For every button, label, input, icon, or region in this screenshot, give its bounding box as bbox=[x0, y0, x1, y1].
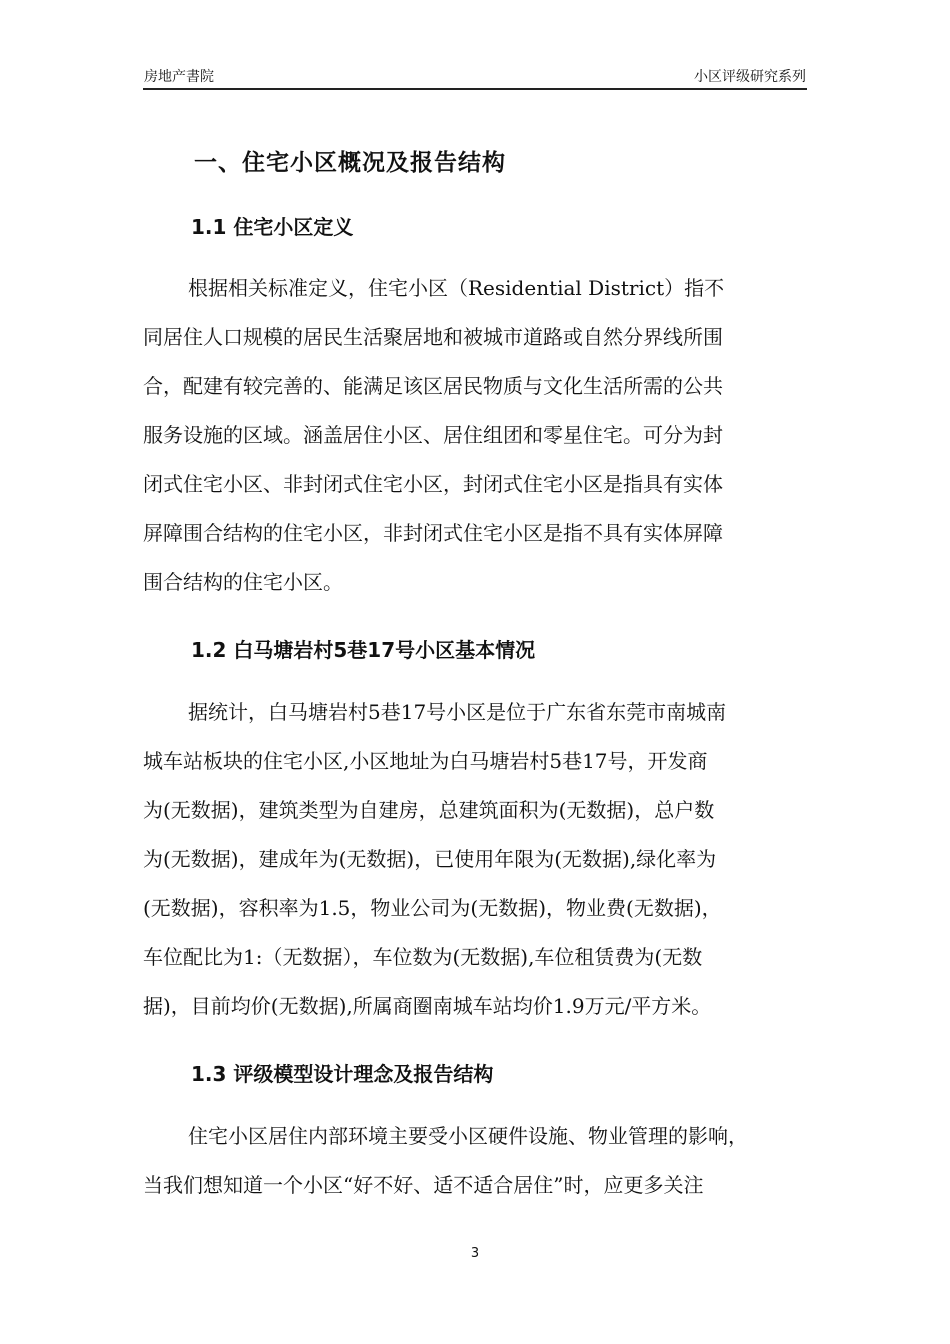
paragraph-line: 屏障围合结构的住宅小区，非封闭式住宅小区是指不具有实体屏障 bbox=[143, 521, 723, 545]
paragraph-line: 车位配比为1:（无数据），车位数为(无数据),车位租赁费为(无数 bbox=[143, 945, 703, 969]
paragraph-line: 为(无数据)，建筑类型为自建房，总建筑面积为(无数据)，总户数 bbox=[143, 798, 715, 822]
paragraph-line: 同居住人口规模的居民生活聚居地和被城市道路或自然分界线所围 bbox=[143, 325, 723, 349]
header-right-title: 小区评级研究系列 bbox=[694, 69, 806, 85]
paragraph-line: (无数据)，容积率为1.5，物业公司为(无数据)，物业费(无数据)， bbox=[143, 896, 722, 920]
paragraph-1-2 bbox=[143, 688, 807, 1031]
paragraph-1-1 bbox=[143, 264, 807, 607]
paragraph-line: 闭式住宅小区、非封闭式住宅小区，封闭式住宅小区是指具有实体 bbox=[143, 472, 723, 496]
section-heading-1-2: 1.2 白马塘岩村5巷17号小区基本情况 bbox=[191, 638, 536, 662]
section-heading-1-3: 1.3 评级模型设计理念及报告结构 bbox=[191, 1062, 494, 1086]
paragraph-1-3 bbox=[143, 1112, 807, 1210]
section-heading-1-1: 1.1 住宅小区定义 bbox=[191, 215, 354, 239]
page-number: 3 bbox=[470, 1246, 480, 1261]
paragraph-line: 为(无数据)，建成年为(无数据)，已使用年限为(无数据),绿化率为 bbox=[143, 847, 717, 871]
paragraph-line: 根据相关标准定义，住宅小区（Residential District）指不 bbox=[188, 276, 725, 300]
paragraph-line: 围合结构的住宅小区。 bbox=[143, 570, 343, 594]
paragraph-line: 当我们想知道一个小区“好不好、适不适合居住”时，应更多关注 bbox=[143, 1173, 704, 1197]
page-header bbox=[143, 62, 807, 90]
paragraph-line: 住宅小区居住内部环境主要受小区硬件设施、物业管理的影响， bbox=[188, 1124, 748, 1148]
paragraph-line: 合，配建有较完善的、能满足该区居民物质与文化生活所需的公共 bbox=[143, 374, 723, 398]
chapter-heading: 一、住宅小区概况及报告结构 bbox=[194, 150, 506, 176]
paragraph-line: 据统计，白马塘岩村5巷17号小区是位于广东省东莞市南城南 bbox=[188, 700, 727, 724]
paragraph-line: 城车站板块的住宅小区,小区地址为白马塘岩村5巷17号，开发商 bbox=[143, 749, 708, 773]
header-left-title: 房地产書院 bbox=[144, 69, 214, 85]
paragraph-line: 服务设施的区域。涵盖居住小区、居住组团和零星住宅。可分为封 bbox=[143, 423, 723, 447]
paragraph-line: 据)，目前均价(无数据),所属商圈南城车站均价1.9万元/平方米。 bbox=[143, 994, 712, 1018]
